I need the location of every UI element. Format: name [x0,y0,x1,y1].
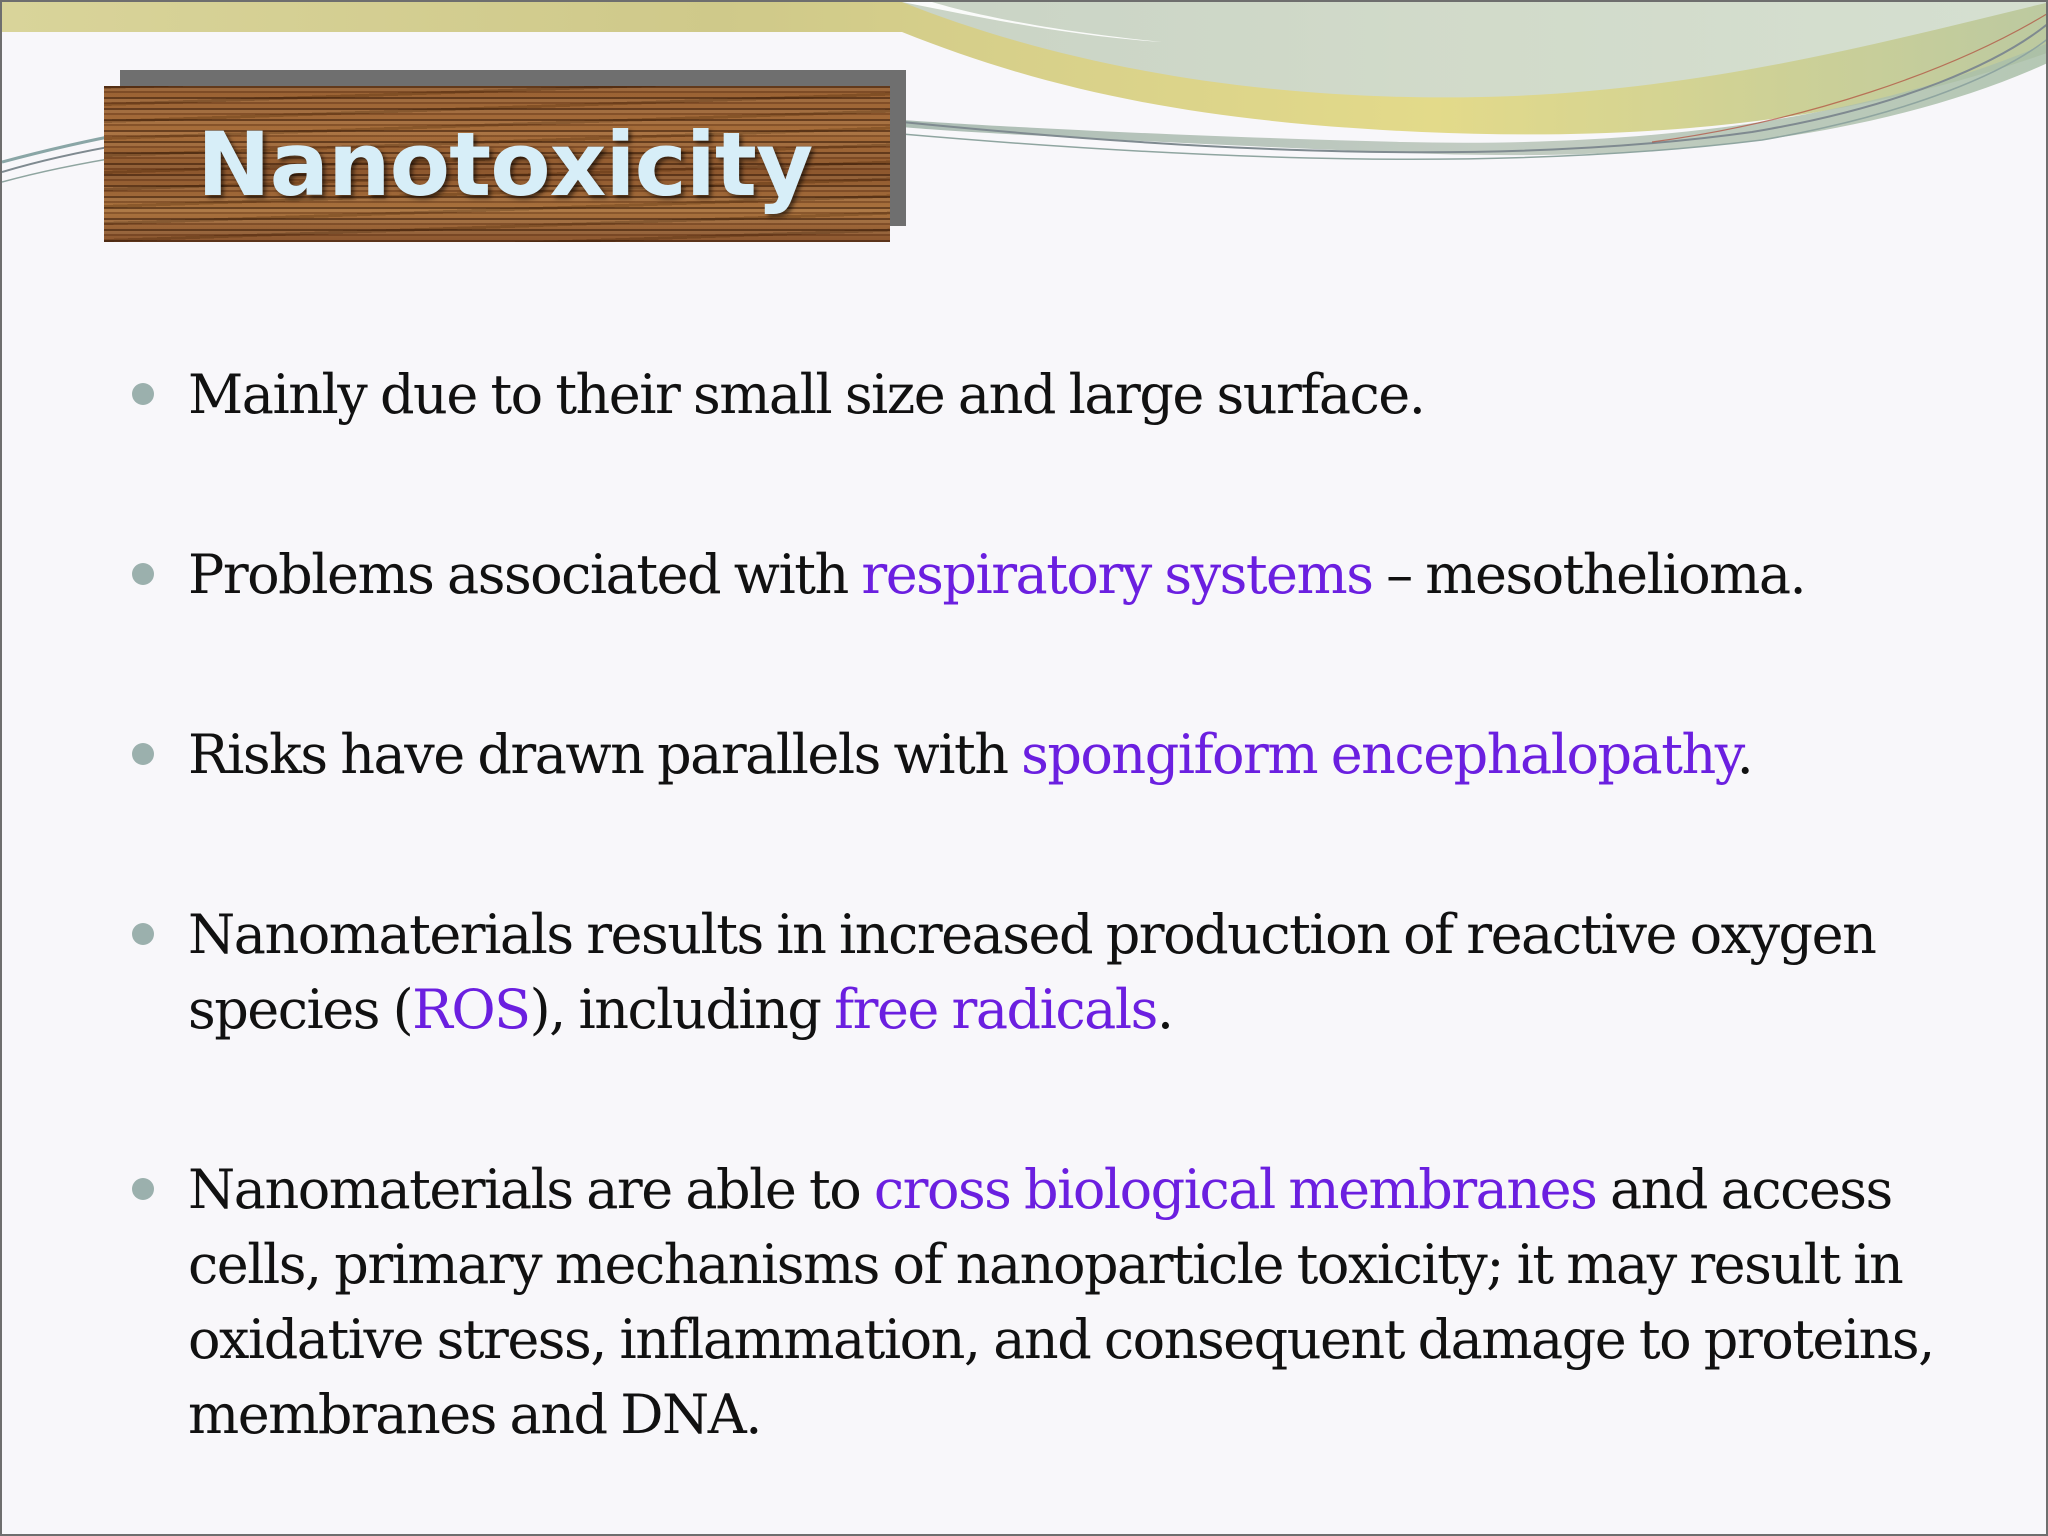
bullet-dot-icon [132,923,154,945]
bullet-text: and access cells, primary mechanisms of nanoparticle toxicity; it may result in oxidative stress, inflammation, and consequent damage to proteins, membranes and DNA. [188,1158,1934,1446]
bullet-text: ), including [529,978,835,1041]
bullet-item-membranes [188,1152,1948,1452]
bullet-text: Risks have drawn parallels with [188,723,1022,786]
bullet-text: Nanomaterials are able to [188,1158,874,1221]
highlight-ros: ROS [412,978,530,1041]
bullet-item-respiratory [188,537,1948,612]
highlight-spongiform-encephalopathy: spongiform encephalopathy [1021,723,1737,786]
bullet-text: Problems associated with [188,543,862,606]
highlight-free-radicals: free radicals [834,978,1157,1041]
bullet-text: – mesothelioma. [1372,543,1806,606]
bullet-text: Mainly due to their small size and large surface. [188,363,1425,426]
bullet-list [2,2,2048,1536]
bullet-item-spongiform [188,717,1948,792]
bullet-item-size-surface [188,357,1948,432]
slide-title: Nanotoxicity [197,112,813,216]
bullet-text: . [1736,723,1753,786]
bullet-dot-icon [132,563,154,585]
bullet-item-ros [188,897,1948,1047]
highlight-cross-biological-membranes: cross biological membranes [873,1158,1597,1221]
bullet-dot-icon [132,383,154,405]
bullet-text: Nanomaterials results in increased production of reactive oxygen species ( [188,903,1876,1041]
bullet-dot-icon [132,1178,154,1200]
highlight-respiratory-systems: respiratory systems [861,543,1373,606]
bullet-text: . [1156,978,1173,1041]
bullet-dot-icon [132,743,154,765]
